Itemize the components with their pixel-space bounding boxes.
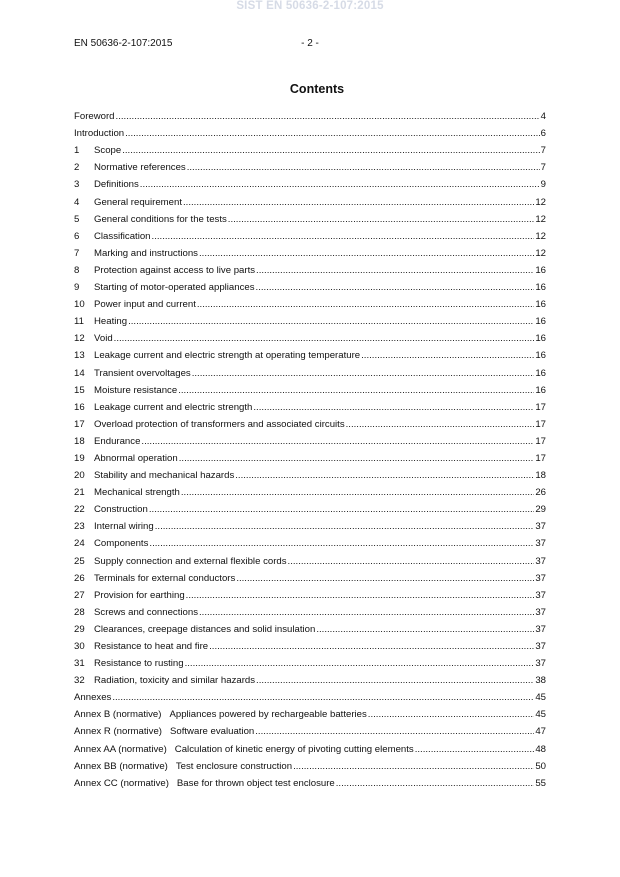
dot-leader — [228, 214, 535, 226]
toc-entry-page: 38 — [535, 675, 546, 687]
toc-entry[interactable] — [74, 756, 546, 773]
toc-entry-page: 17 — [535, 452, 546, 464]
toc-entry-page: 37 — [535, 606, 546, 618]
toc-entry[interactable] — [74, 226, 546, 243]
toc-entry-number: Annex R (normative) — [74, 726, 162, 738]
toc-entry-page: 37 — [535, 555, 546, 567]
toc-entry[interactable] — [74, 585, 546, 602]
toc-entry-title: Radiation, toxicity and similar hazards — [94, 675, 256, 687]
toc-entry-page: 16 — [535, 367, 546, 379]
toc-entry-page: 16 — [535, 384, 546, 396]
dot-leader — [185, 658, 535, 670]
toc-entry[interactable] — [74, 721, 546, 738]
toc-entry-number: 24 — [74, 538, 85, 550]
toc-entry[interactable] — [74, 653, 546, 670]
toc-entry-number: 25 — [74, 555, 85, 567]
toc-entry-title: Heating — [94, 316, 128, 328]
document-id: EN 50636-2-107:2015 — [74, 38, 173, 49]
toc-entry-title: Resistance to rusting — [94, 658, 184, 670]
dot-leader — [192, 368, 535, 380]
toc-entry-page: 50 — [535, 760, 546, 772]
toc-entry-page: 12 — [535, 230, 546, 242]
page-number: - 2 - — [301, 38, 319, 49]
toc-entry-title: Resistance to heat and fire — [94, 641, 209, 652]
dot-leader — [415, 744, 535, 756]
toc-entry-title: General requirement — [94, 196, 182, 208]
toc-entry[interactable] — [74, 191, 546, 208]
toc-entry-number: 12 — [74, 333, 85, 345]
dot-leader — [209, 641, 534, 653]
toc-entry-number: 20 — [74, 470, 85, 482]
toc-entry-title: Leakage current and electric strength — [94, 401, 253, 413]
table-of-contents — [74, 106, 546, 790]
toc-entry-page: 18 — [535, 470, 546, 482]
toc-entry-page: 37 — [535, 623, 546, 635]
dot-leader — [256, 265, 534, 277]
toc-entry-title: Clearances, creepage distances and solid insulation — [94, 623, 316, 635]
dot-leader — [114, 333, 535, 345]
toc-entry-number: 30 — [74, 641, 85, 652]
toc-entry[interactable] — [74, 773, 546, 790]
dot-leader — [256, 282, 535, 294]
toc-entry[interactable] — [74, 140, 546, 157]
toc-entry-page: 17 — [535, 401, 546, 413]
toc-entry-page: 29 — [535, 504, 546, 516]
toc-entry-number: 19 — [74, 452, 85, 464]
toc-entry[interactable] — [74, 670, 546, 687]
toc-entry-number: 8 — [74, 264, 80, 276]
toc-entry[interactable] — [74, 294, 546, 311]
toc-entry-number: 21 — [74, 487, 85, 499]
toc-entry-page: 16 — [535, 316, 546, 328]
dot-leader — [152, 231, 535, 243]
toc-entry-number: 2 — [74, 162, 80, 174]
dot-leader — [178, 385, 534, 397]
dot-leader — [140, 179, 540, 191]
dot-leader — [141, 436, 534, 448]
toc-entry-page: 12 — [535, 247, 546, 259]
toc-entry-title: Abnormal operation — [94, 452, 178, 464]
toc-entry-page: 4 — [540, 111, 546, 123]
dot-leader — [197, 299, 534, 311]
toc-entry-title: Appliances powered by rechargeable batteries — [169, 709, 367, 721]
dot-leader — [235, 470, 534, 482]
dot-leader — [346, 419, 535, 431]
dot-leader — [149, 504, 534, 516]
page-title: Contents — [289, 82, 345, 96]
dot-leader — [336, 778, 535, 790]
toc-entry-number: 28 — [74, 606, 85, 618]
toc-entry-page: 55 — [535, 777, 546, 789]
toc-entry[interactable] — [74, 345, 546, 362]
toc-entry-number: 23 — [74, 521, 85, 533]
toc-entry-number: 1 — [74, 145, 80, 157]
toc-entry-title: Supply connection and external flexible cords — [94, 555, 287, 567]
dot-leader — [181, 487, 534, 499]
toc-entry-page: 47 — [535, 726, 546, 738]
toc-entry-page: 48 — [535, 743, 546, 755]
toc-entry[interactable] — [74, 619, 546, 636]
toc-entry[interactable] — [74, 568, 546, 585]
toc-entry-number: 29 — [74, 623, 85, 635]
toc-entry-title: Components — [94, 538, 149, 550]
dot-leader — [155, 521, 535, 533]
toc-entry-number: 3 — [74, 179, 80, 191]
toc-entry-number: 6 — [74, 230, 80, 242]
toc-entry-title: Internal wiring — [94, 521, 154, 533]
toc-entry-title: Marking and instructions — [94, 247, 198, 259]
toc-entry-number: 11 — [74, 316, 84, 328]
toc-entry-title: Mechanical strength — [94, 487, 180, 499]
dot-leader — [236, 573, 534, 585]
toc-entry[interactable] — [74, 380, 546, 397]
toc-entry-title: Power input and current — [94, 299, 196, 311]
toc-entry-number: Annex AA (normative) — [74, 743, 167, 755]
dot-leader — [368, 709, 535, 721]
toc-entry-page: 17 — [535, 418, 546, 430]
toc-entry[interactable] — [74, 465, 546, 482]
toc-entry-title: Base for thrown object test enclosure — [176, 777, 335, 789]
toc-entry-page: 12 — [535, 196, 546, 208]
toc-entry-number: 26 — [74, 572, 85, 584]
toc-entry[interactable] — [74, 687, 546, 704]
dot-leader — [256, 675, 534, 687]
toc-entry-title: Test enclosure construction — [175, 760, 293, 772]
dot-leader — [122, 145, 539, 157]
toc-entry-title: Software evaluation — [169, 726, 255, 738]
toc-entry-title: Screws and connections — [94, 606, 198, 618]
toc-entry-number: Annex CC (normative) — [74, 777, 169, 789]
toc-entry-page: 45 — [535, 692, 546, 704]
toc-entry[interactable] — [74, 277, 546, 294]
toc-entry-page: 45 — [535, 709, 546, 721]
dot-leader — [361, 350, 534, 362]
toc-entry[interactable] — [74, 209, 546, 226]
toc-entry-title: Construction — [94, 504, 148, 516]
toc-entry-page: 6 — [540, 128, 546, 140]
toc-entry-page: 16 — [535, 333, 546, 345]
toc-entry-page: 37 — [535, 658, 546, 670]
toc-entry-page: 16 — [535, 350, 546, 362]
toc-entry-page: 16 — [535, 299, 546, 311]
toc-entry[interactable] — [74, 260, 546, 277]
dot-leader — [199, 607, 534, 619]
toc-entry[interactable] — [74, 431, 546, 448]
toc-entry-number: 7 — [74, 247, 80, 259]
toc-entry-title: Void — [94, 333, 113, 345]
toc-entry-number: 10 — [74, 299, 85, 311]
toc-entry-title: Scope — [94, 145, 122, 157]
toc-entry-page: 37 — [535, 589, 546, 601]
toc-entry-title: Overload protection of transformers and associated circuits — [94, 418, 345, 430]
toc-entry-number: 31 — [74, 658, 85, 670]
toc-entry-title: Moisture resistance — [94, 384, 178, 396]
toc-entry-page: 37 — [535, 521, 546, 533]
toc-entry[interactable] — [74, 362, 546, 379]
toc-entry-number: 32 — [74, 675, 85, 687]
toc-entry-number: 13 — [74, 350, 85, 362]
toc-entry-number: 5 — [74, 213, 80, 225]
dot-leader — [186, 590, 535, 602]
toc-entry[interactable] — [74, 157, 546, 174]
toc-entry[interactable] — [74, 516, 546, 533]
toc-entry[interactable] — [74, 397, 546, 414]
toc-entry-page: 7 — [540, 145, 546, 157]
toc-entry[interactable] — [74, 602, 546, 619]
toc-entry-number: 16 — [74, 401, 85, 413]
toc-entry[interactable] — [74, 738, 546, 755]
dot-leader — [316, 624, 534, 636]
toc-entry-title: Endurance — [94, 435, 141, 447]
dot-leader — [128, 316, 534, 328]
toc-entry[interactable] — [74, 482, 546, 499]
toc-entry-title: Transient overvoltages — [94, 367, 191, 379]
toc-entry-title: Introduction — [74, 128, 125, 140]
toc-entry-number: Annex B (normative) — [74, 709, 162, 721]
toc-entry-number: 17 — [74, 418, 85, 430]
dot-leader — [183, 197, 534, 209]
toc-entry-number: 18 — [74, 435, 85, 447]
dot-leader — [253, 402, 534, 414]
toc-entry-title: Normative references — [94, 162, 186, 174]
dot-leader — [125, 128, 540, 140]
toc-entry[interactable] — [74, 533, 546, 550]
watermark: SIST EN 50636-2-107:2015 — [236, 0, 384, 12]
toc-entry[interactable] — [74, 636, 546, 653]
toc-entry-title: Calculation of kinetic energy of pivoting cutting elements — [174, 743, 414, 755]
toc-entry-number: 9 — [74, 282, 80, 294]
toc-entry-page: 37 — [535, 641, 546, 652]
dot-leader — [199, 248, 534, 260]
toc-entry-page: 37 — [535, 538, 546, 550]
toc-entry-number: 27 — [74, 589, 85, 601]
toc-entry-title: Definitions — [94, 179, 139, 191]
toc-entry-title: Leakage current and electric strength at operating temperature — [94, 350, 361, 362]
toc-entry-title: Starting of motor-operated appliances — [94, 282, 255, 294]
toc-entry-title: Provision for earthing — [94, 589, 185, 601]
toc-entry[interactable] — [74, 414, 546, 431]
toc-entry-page: 16 — [535, 264, 546, 276]
dot-leader — [112, 692, 534, 704]
toc-entry[interactable] — [74, 550, 546, 567]
toc-entry[interactable] — [74, 704, 546, 721]
dot-leader — [293, 761, 534, 773]
toc-entry[interactable] — [74, 174, 546, 191]
toc-entry[interactable] — [74, 448, 546, 465]
toc-entry-title: Annexes — [74, 692, 112, 704]
toc-entry-page: 26 — [535, 487, 546, 499]
toc-entry-page: 37 — [535, 572, 546, 584]
toc-entry-title: Protection against access to live parts — [94, 264, 256, 276]
toc-entry-page: 12 — [535, 213, 546, 225]
toc-entry-title: Foreword — [74, 111, 115, 123]
toc-entry[interactable] — [74, 123, 546, 140]
toc-entry-number: 22 — [74, 504, 85, 516]
toc-entry-number: 14 — [74, 367, 85, 379]
toc-entry-page: 9 — [540, 179, 546, 191]
toc-entry-number: Annex BB (normative) — [74, 760, 168, 772]
toc-entry-page: 16 — [535, 282, 546, 294]
dot-leader — [288, 556, 535, 568]
toc-entry-number: 4 — [74, 196, 80, 208]
toc-entry[interactable] — [74, 106, 546, 123]
dot-leader — [187, 162, 540, 174]
dot-leader — [149, 538, 534, 550]
toc-entry[interactable] — [74, 328, 546, 345]
toc-entry-title: Stability and mechanical hazards — [94, 470, 235, 482]
toc-entry[interactable] — [74, 499, 546, 516]
toc-entry-title: Classification — [94, 230, 151, 242]
toc-entry[interactable] — [74, 243, 546, 260]
toc-entry-title: Terminals for external conductors — [94, 572, 236, 584]
dot-leader — [179, 453, 535, 465]
toc-entry-number: 15 — [74, 384, 85, 396]
toc-entry-page: 7 — [540, 162, 546, 174]
toc-entry[interactable] — [74, 311, 546, 328]
toc-entry-title: General conditions for the tests — [94, 213, 227, 225]
dot-leader — [116, 111, 540, 123]
toc-entry-page: 17 — [535, 435, 546, 447]
dot-leader — [255, 726, 534, 738]
